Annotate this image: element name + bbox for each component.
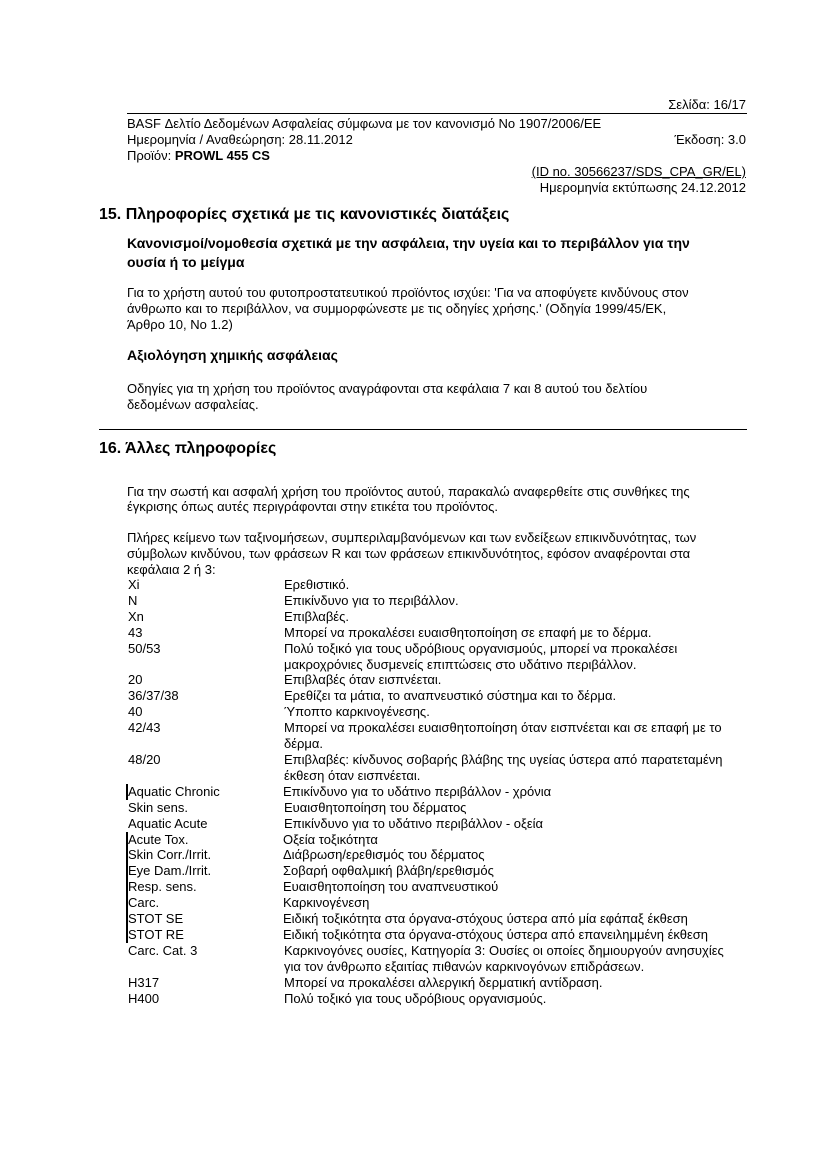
definition-row [127,784,747,800]
definition-term: Skin Corr./Irrit. [126,847,283,863]
definition-row [127,720,747,752]
definition-row [127,863,747,879]
definition-term: H317 [128,974,160,990]
section-15-para1-line1: Για το χρήστη αυτού του φυτοπροστατευτικού προϊόντος ισχύει: 'Για να αποφύγετε κινδύνους στον [127,285,689,300]
section-15-subheading-line1: Κανονισμοί/νομοθεσία σχετικά με την ασφάλεια, την υγεία και το περιβάλλον για την [127,235,690,251]
document-title: BASF Δελτίο Δεδομένων Ασφαλείας σύμφωνα με τον κανονισμό Νο 1907/2006/ΕΕ [127,116,602,131]
section-15-para1-line3: Άρθρο 10, Νο 1.2) [127,317,233,332]
definition-term: 40 [128,704,143,720]
definition-description: Καρκινογόνες ουσίες, Κατηγορία 3: Ουσίες οι οποίες δημιουργούν ανησυχίες για τον άνθρωπο εξαιτίας πιθανών καρκινογόνων επιδράσεων. [284,942,724,974]
definition-description: Καρκινογένεση [283,895,370,911]
definition-term: Xi [128,577,140,592]
definition-row [127,752,747,784]
section-16-para2-line1: Πλήρες κείμενο των ταξινομήσεων, συμπεριλαμβανόμενων και των ενδείξεων επικινδυνότητας, των [127,530,697,545]
chemical-safety-heading: Αξιολόγηση χημικής ασφάλειας [127,347,338,363]
definition-row [127,816,747,832]
section-16-heading: 16. Άλλες πληροφορίες [99,440,277,457]
definition-row [127,832,747,848]
definition-description: Μπορεί να προκαλέσει ευαισθητοποίηση όταν εισπνέεται και σε επαφή με το δέρμα. [284,720,722,752]
section-15-para2-line2: δεδομένων ασφαλείας. [127,397,259,412]
definition-term: Skin sens. [128,799,188,815]
definition-row [127,800,747,816]
definition-term: N [128,592,138,608]
definition-term: H400 [128,990,160,1006]
definition-term: 48/20 [128,751,161,767]
section-16-para2-line3: κεφάλαια 2 ή 3: [127,562,216,577]
definition-description: Επικίνδυνο για το υδάτινο περιβάλλον - χρόνια [283,783,552,799]
section-15-para2-line1: Οδηγίες για τη χρήση του προϊόντος αναγράφονται στα κεφάλαια 7 και 8 αυτού του δελτίου [127,381,648,396]
definition-row [127,847,747,863]
section-16-para1-line1: Για την σωστή και ασφαλή χρήση του προϊόντος αυτού, παρακαλώ αναφερθείτε στις συνθήκες της [127,484,690,499]
definition-description: Ευαισθητοποίηση του δέρματος [284,799,467,815]
definition-row [127,879,747,895]
definition-description: Ευαισθητοποίηση του αναπνευστικού [283,879,499,895]
definition-description: Επικίνδυνο για το υδάτινο περιβάλλον - οξεία [284,815,544,831]
section-16-para1-line2: έγκρισης όπως αυτές περιγράφονται στην ετικέτα του προϊόντος. [127,499,498,514]
definition-row [127,625,747,641]
definition-description: Ερεθιστικό. [284,577,350,592]
definition-row [127,641,747,673]
section-15-heading: 15. Πληροφορίες σχετικά με τις κανονιστικές διατάξεις [99,206,510,223]
definition-row [127,975,747,991]
header-rule [127,113,747,114]
print-date: Ημερομηνία εκτύπωσης 24.12.2012 [539,180,746,195]
definition-row [127,704,747,720]
product-line [127,148,270,164]
definition-row [127,593,747,609]
definition-term: 43 [128,624,143,640]
definition-row [127,911,747,927]
definition-term: STOT RE [126,927,283,943]
definition-row [127,927,747,943]
definition-description: Ειδική τοξικότητα στα όργανα-στόχους ύστερα από μία εφάπαξ έκθεση [283,911,688,927]
definition-description: Σοβαρή οφθαλμική βλάβη/ερεθισμός [283,863,494,879]
definition-row [127,672,747,688]
definition-row [127,577,747,593]
definition-term: Acute Tox. [126,832,283,848]
product-prefix: Προϊόν: [127,148,175,163]
definitions-list [127,577,747,1006]
definition-description: Επιβλαβές όταν εισπνέεται. [284,672,442,688]
definition-description: Διάβρωση/ερεθισμός του δέρματος [283,847,485,863]
definition-term: Aquatic Acute [128,815,208,831]
section-16-para2-line2: σύμβολων κινδύνου, των φράσεων R και των φράσεων επικινδυνότητος, εφόσον αναφέρονται στα [127,546,691,561]
definition-description: Ειδική τοξικότητα στα όργανα-στόχους ύστερα από επανειλημμένη έκθεση [283,926,709,942]
definition-term: 50/53 [128,640,161,656]
definition-description: Επιβλαβές: κίνδυνος σοβαρής βλάβης της υγείας ύστερα από παρατεταμένη έκθεση όταν εισπνέεται. [284,751,723,783]
definition-term: 42/43 [128,720,161,736]
definition-term: Aquatic Chronic [126,784,283,800]
definition-row [127,991,747,1007]
definition-description: Πολύ τοξικό για τους υδρόβιους οργανισμούς. [284,990,547,1006]
definition-description: Πολύ τοξικό για τους υδρόβιους οργανισμούς, μπορεί να προκαλέσει μακροχρόνιες δυσμενείς επιπτώσεις στο υδάτινο περιβάλλον. [284,640,678,672]
definition-description: Ύποπτο καρκινογένεσης. [284,704,430,720]
section-15-para1-line2: άνθρωπο και το περιβάλλον, να συμμορφώνεστε με τις οδηγίες χρήσης.' (Οδηγία 1999/45/ΕΚ, [127,301,667,316]
product-name: PROWL 455 CS [174,148,270,163]
document-id: (ID no. 30566237/SDS_CPA_GR/EL) [531,164,746,179]
definition-term: Xn [128,608,144,624]
definition-description: Επιβλαβές. [284,608,349,624]
definition-description: Μπορεί να προκαλέσει ευαισθητοποίηση σε επαφή με το δέρμα. [284,624,652,640]
definition-description: Οξεία τοξικότητα [283,831,378,847]
version: Έκδοση: 3.0 [674,132,746,147]
definition-term: Resp. sens. [126,879,283,895]
definition-row [127,609,747,625]
definition-row [127,688,747,704]
section-15-subheading-line2: ουσία ή το μείγμα [127,254,245,270]
definition-term: Carc. Cat. 3 [128,942,198,958]
page-number: Σελίδα: 16/17 [668,97,746,112]
definition-row [127,895,747,911]
definition-term: STOT SE [126,911,283,927]
definition-term: Carc. [126,895,283,911]
definition-term: Eye Dam./Irrit. [126,863,283,879]
definition-description: Ερεθίζει τα μάτια, το αναπνευστικό σύστημα και το δέρμα. [284,688,617,704]
revision-date: Ημερομηνία / Αναθεώρηση: 28.11.2012 [127,132,353,147]
definition-description: Μπορεί να προκαλέσει αλλεργική δερματική αντίδραση. [284,974,603,990]
definition-term: 36/37/38 [128,688,179,704]
definition-description: Επικίνδυνο για το περιβάλλον. [284,592,459,608]
section-divider [99,429,747,430]
definition-row [127,943,747,975]
definition-term: 20 [128,672,143,688]
